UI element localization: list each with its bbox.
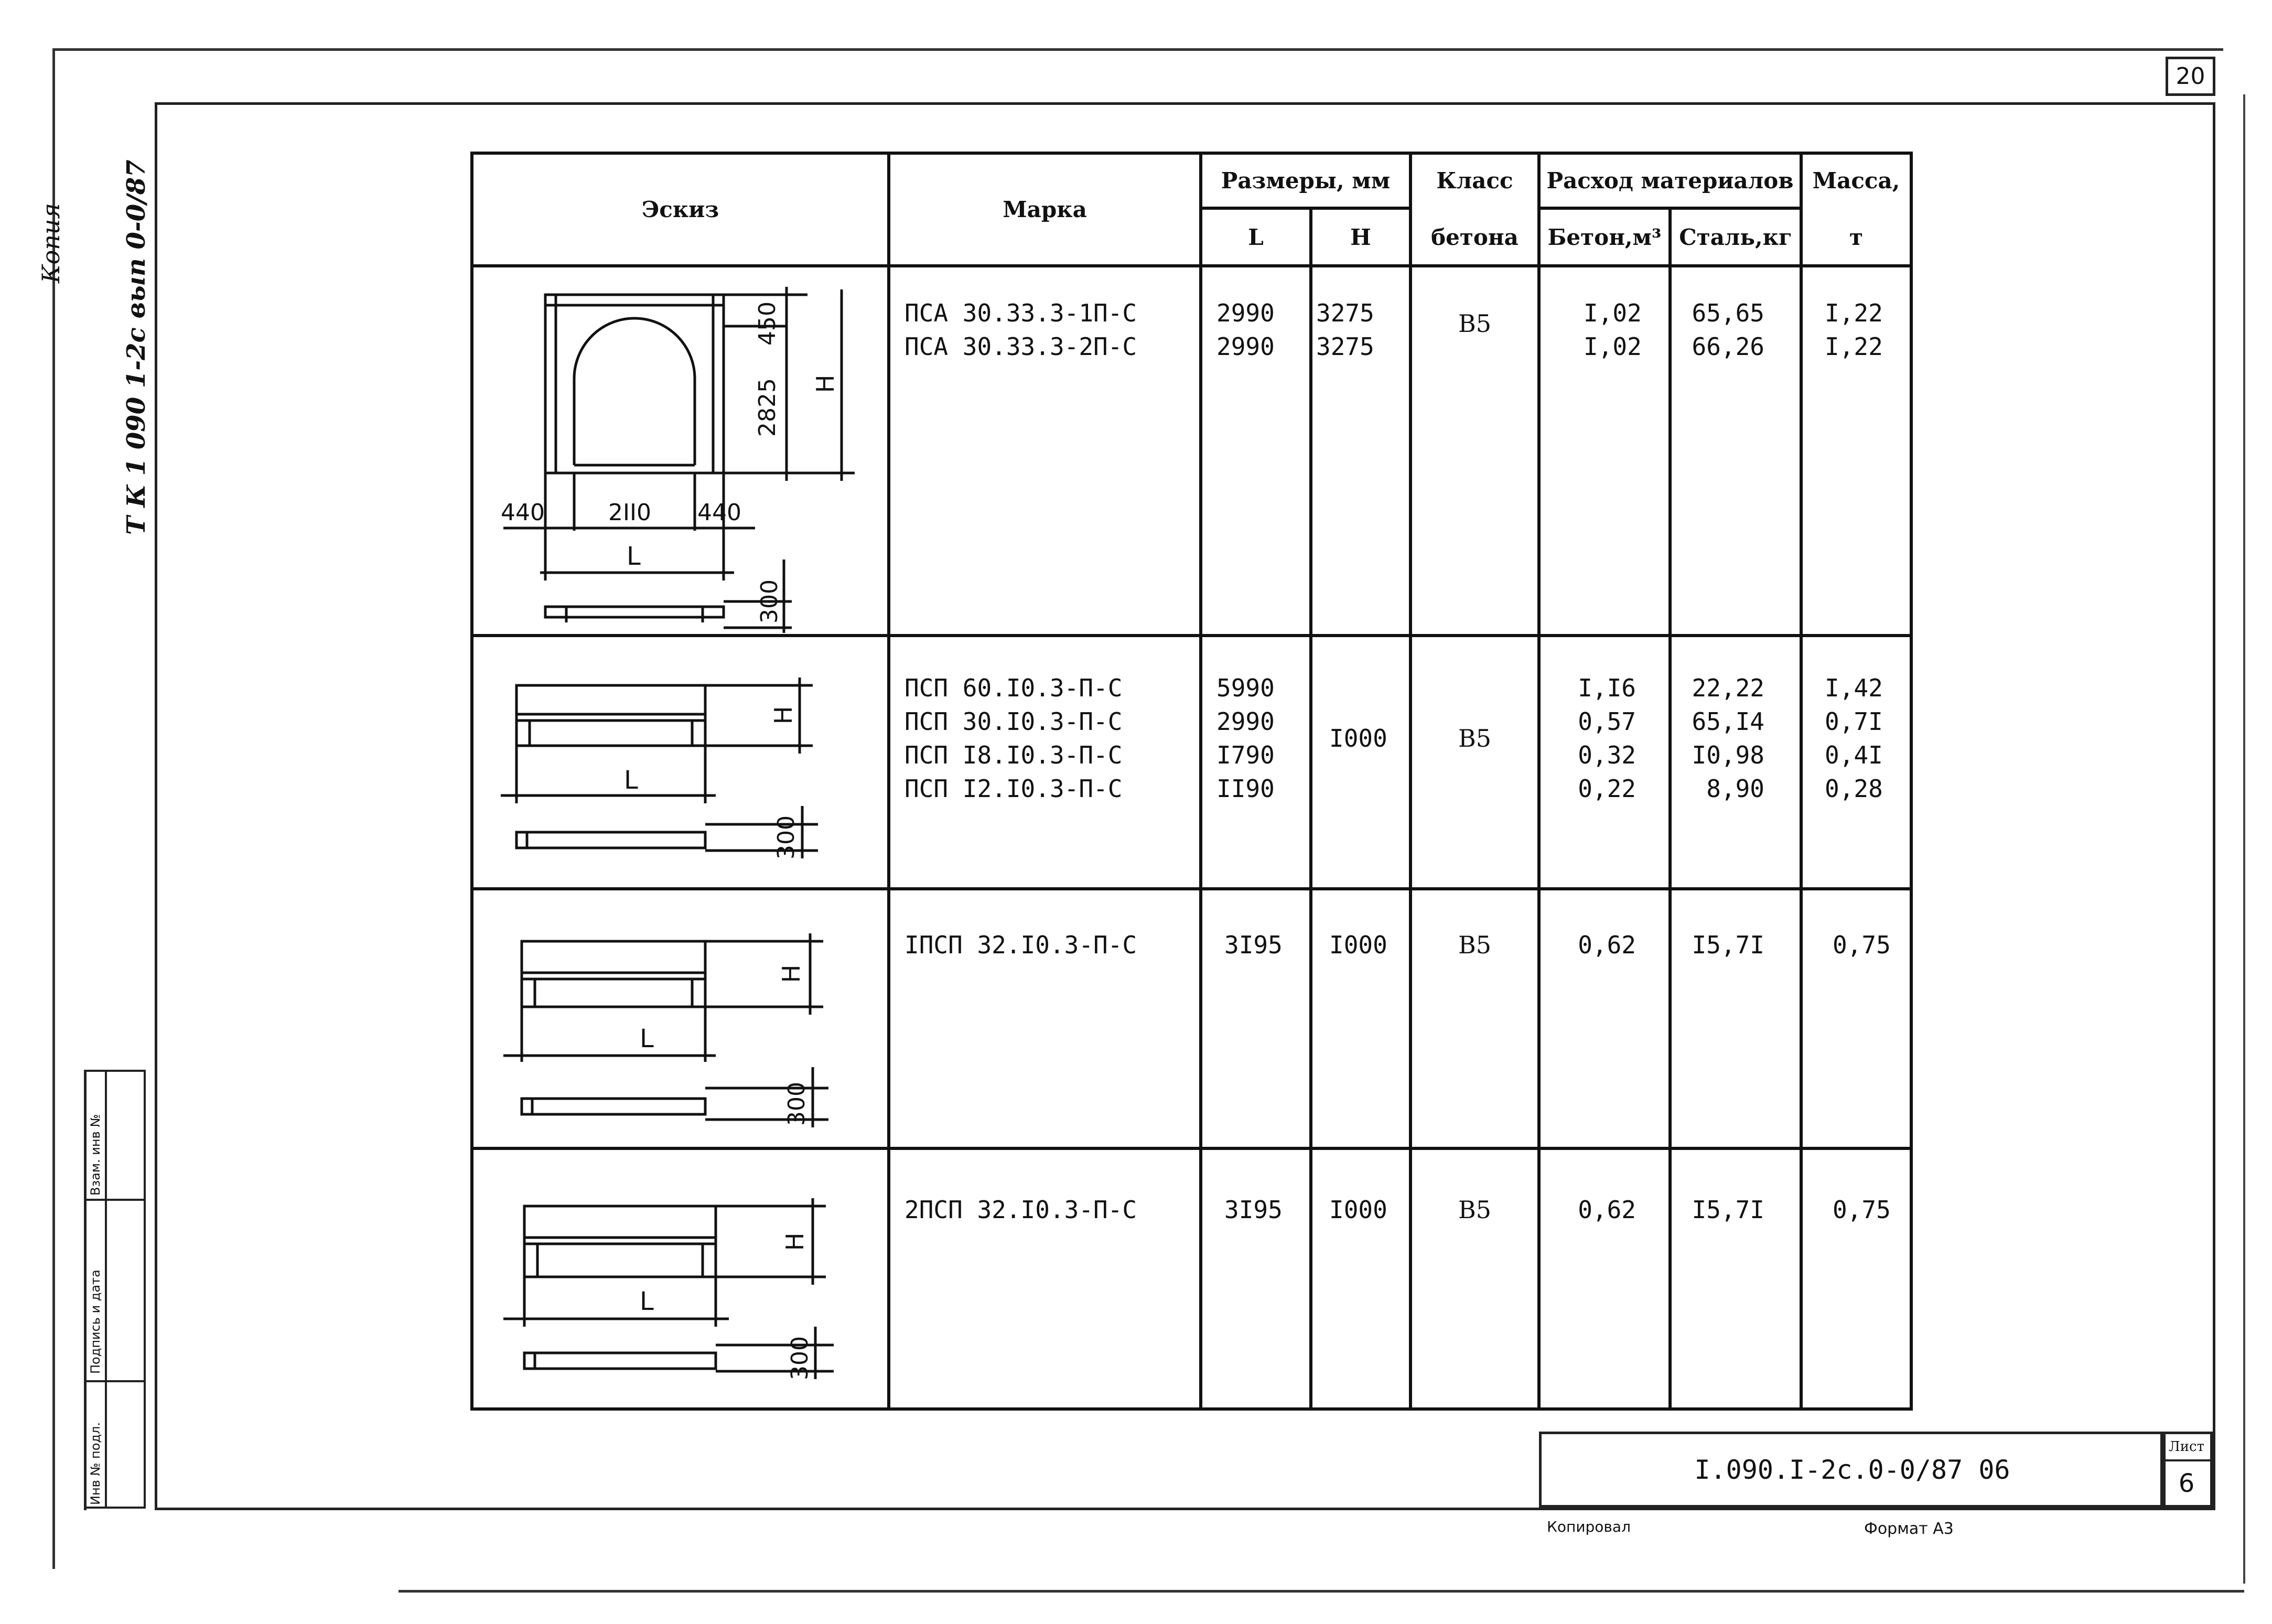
row4-steel: I5,7I	[1692, 1196, 1764, 1224]
list-label: Лист	[2163, 1434, 2210, 1461]
row2-H: I000	[1329, 724, 1387, 752]
row4-mark: 2ПСП 32.I0.3-П-С	[905, 1196, 1137, 1224]
stamp-label-sign: Подпись и дата	[88, 1270, 103, 1374]
format-label: Формат А3	[1864, 1520, 1954, 1538]
sketch4-label-H: H	[781, 1232, 809, 1251]
sketch3-label-L: L	[640, 1024, 654, 1053]
header-concrete: Бетон,м³	[1547, 224, 1662, 250]
row2-L-4: II90	[1216, 775, 1275, 803]
stamp-label-replace: Взам. инв №	[88, 1114, 103, 1196]
header-L: L	[1248, 224, 1264, 250]
row1-mass-1: I,22	[1825, 299, 1883, 327]
sketch4-label-L: L	[640, 1287, 654, 1316]
row3-steel: I5,7I	[1692, 931, 1764, 959]
row4-class: В5	[1458, 1196, 1492, 1224]
row2-mark-3: ПСП I8.I0.3-П-С	[905, 741, 1123, 769]
row2-mark-2: ПСП 30.I0.3-П-С	[905, 707, 1123, 736]
row2-steel-1: 22,22	[1692, 674, 1764, 702]
header-mark: Марка	[1003, 197, 1087, 222]
row1-L-2: 2990	[1216, 332, 1275, 361]
sketch-wall-panel-3	[472, 1148, 889, 1409]
row1-L-1: 2990	[1216, 299, 1275, 327]
sketch1-dim-2110: 2II0	[608, 499, 651, 526]
stamp-label-inv: Инв № подл.	[88, 1422, 103, 1505]
row3-H: I000	[1329, 931, 1387, 959]
row1-mass-2: I,22	[1825, 332, 1883, 361]
header-dimensions: Размеры, мм	[1221, 168, 1391, 193]
header-consumption: Расход материалов	[1546, 168, 1794, 193]
row2-L-1: 5990	[1216, 674, 1275, 702]
row1-concrete-1: I,02	[1584, 299, 1642, 327]
row3-class: В5	[1458, 931, 1492, 959]
row1-H-2: 3275	[1316, 332, 1374, 361]
sketch1-dim-440-left: 440	[501, 499, 545, 526]
row1-class: В5	[1458, 309, 1492, 338]
sketch1-label-H: H	[811, 374, 839, 393]
header-class-top: Класс	[1436, 168, 1513, 193]
row2-mass-2: 0,7I	[1825, 707, 1883, 736]
sketch1-dim-450: 450	[754, 302, 781, 346]
row2-concrete-1: I,I6	[1578, 674, 1636, 702]
row4-L: 3I95	[1224, 1196, 1283, 1224]
header-steel: Сталь,кг	[1679, 224, 1792, 250]
row1-steel-1: 65,65	[1692, 299, 1764, 327]
row1-steel-2: 66,26	[1692, 332, 1764, 361]
sketch3-label-H: H	[777, 964, 805, 983]
header-mass-bottom: т	[1849, 224, 1864, 250]
row2-steel-4: 8,90	[1706, 775, 1764, 803]
sketch-wall-panel-1	[472, 636, 889, 889]
row2-mark-1: ПСП 60.I0.3-П-С	[905, 674, 1123, 702]
sketch4-dim-300: 300	[787, 1336, 813, 1380]
row3-mass: 0,75	[1833, 931, 1891, 959]
row2-concrete-2: 0,57	[1578, 707, 1636, 736]
row2-L-2: 2990	[1216, 707, 1275, 736]
sketch1-dim-2825: 2825	[754, 378, 781, 437]
row1-concrete-2: I,02	[1584, 332, 1642, 361]
row2-class: В5	[1458, 724, 1492, 752]
row2-concrete-3: 0,32	[1578, 741, 1636, 769]
header-H: H	[1350, 224, 1371, 250]
row4-H: I000	[1329, 1196, 1387, 1224]
row4-mass: 0,75	[1833, 1196, 1891, 1224]
row2-mass-4: 0,28	[1825, 775, 1883, 803]
sketch-arch-panel	[472, 266, 889, 636]
copied-label: Копировал	[1547, 1518, 1631, 1535]
sketch1-label-L: L	[627, 542, 641, 571]
row2-L-3: I790	[1216, 741, 1275, 769]
header-class-bottom: бетона	[1431, 224, 1519, 250]
row1-mark-2: ПСА 30.33.3-2П-С	[905, 332, 1137, 361]
document-code: I.090.I-2c.0-0/87 06	[1694, 1454, 2010, 1485]
row3-L: 3I95	[1224, 931, 1283, 959]
side-title-text: Т К 1 090 1-2с вып 0-0/87	[122, 159, 151, 535]
row3-mark: IПСП 32.I0.3-П-С	[905, 931, 1137, 959]
corner-number: 20	[2176, 63, 2205, 90]
header-mass-top: Масса,	[1812, 168, 1900, 193]
side-handwriting: Копия	[37, 202, 65, 283]
row2-concrete-4: 0,22	[1578, 775, 1636, 803]
row2-mass-1: I,42	[1825, 674, 1883, 702]
row2-steel-3: I0,98	[1692, 741, 1764, 769]
row3-concrete: 0,62	[1578, 931, 1636, 959]
sketch1-dim-300: 300	[756, 579, 783, 623]
row1-H-1: 3275	[1316, 299, 1374, 327]
row2-mark-4: ПСП I2.I0.3-П-С	[905, 775, 1123, 803]
sketch1-dim-440-right: 440	[697, 499, 741, 526]
sketch2-dim-300: 300	[773, 815, 800, 859]
header-sketch: Эскиз	[641, 197, 719, 222]
row2-steel-2: 65,I4	[1692, 707, 1764, 736]
sketch3-dim-300: 300	[783, 1082, 810, 1126]
sketch2-label-L: L	[624, 766, 638, 795]
sketch-wall-panel-2	[472, 889, 889, 1148]
list-number: 6	[2178, 1469, 2195, 1498]
row4-concrete: 0,62	[1578, 1196, 1636, 1224]
row2-mass-3: 0,4I	[1825, 741, 1883, 769]
row1-mark-1: ПСА 30.33.3-1П-С	[905, 299, 1137, 327]
sketch2-label-H: H	[769, 706, 798, 725]
